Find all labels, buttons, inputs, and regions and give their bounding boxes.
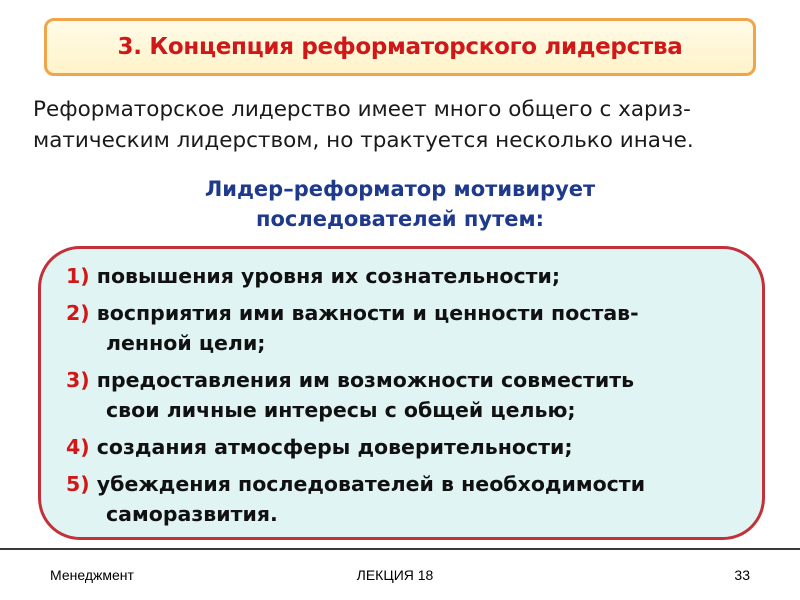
list-item — [66, 365, 756, 425]
list-item — [66, 261, 756, 291]
methods-list — [66, 261, 756, 536]
list-item — [66, 469, 756, 529]
slide-title-box — [44, 18, 756, 76]
item-number: 2) — [66, 301, 90, 325]
item-text: повышения уровня их сознательности; — [96, 264, 561, 288]
subtitle-line: Лидер–реформатор мотивирует — [204, 177, 596, 201]
item-text: убеждения последователей в необходимости — [96, 472, 646, 496]
subtitle — [100, 174, 700, 234]
item-number: 4) — [66, 435, 90, 459]
intro-line: Реформаторское лидерство имеет много общего с хариз- — [33, 97, 691, 122]
item-text: восприятия ими важности и ценности постав- — [96, 301, 639, 325]
list-item — [66, 298, 756, 358]
footer-lecture-label: ЛЕКЦИЯ 18 — [356, 567, 434, 583]
methods-list-box — [38, 246, 765, 540]
item-number: 3) — [66, 368, 90, 392]
item-number: 5) — [66, 472, 90, 496]
item-text: предоставления им возможности совместить — [96, 368, 635, 392]
item-text-continuation: саморазвития. — [106, 502, 278, 526]
subtitle-line: последователей путем: — [255, 207, 545, 231]
item-text-continuation: ленной цели; — [106, 331, 266, 355]
list-item — [66, 432, 756, 462]
intro-paragraph — [33, 94, 773, 156]
item-text: создания атмосферы доверительности; — [96, 435, 573, 459]
item-number: 1) — [66, 264, 90, 288]
footer-divider — [0, 548, 800, 550]
item-text-continuation: свои личные интересы с общей целью; — [106, 398, 576, 422]
intro-line: матическим лидерством, но трактуется несколько иначе. — [33, 128, 694, 153]
slide-title: 3. Концепция реформаторского лидерства — [117, 34, 683, 60]
footer-page-number: 33 — [734, 567, 750, 583]
footer-course-name: Менеджмент — [50, 567, 134, 583]
